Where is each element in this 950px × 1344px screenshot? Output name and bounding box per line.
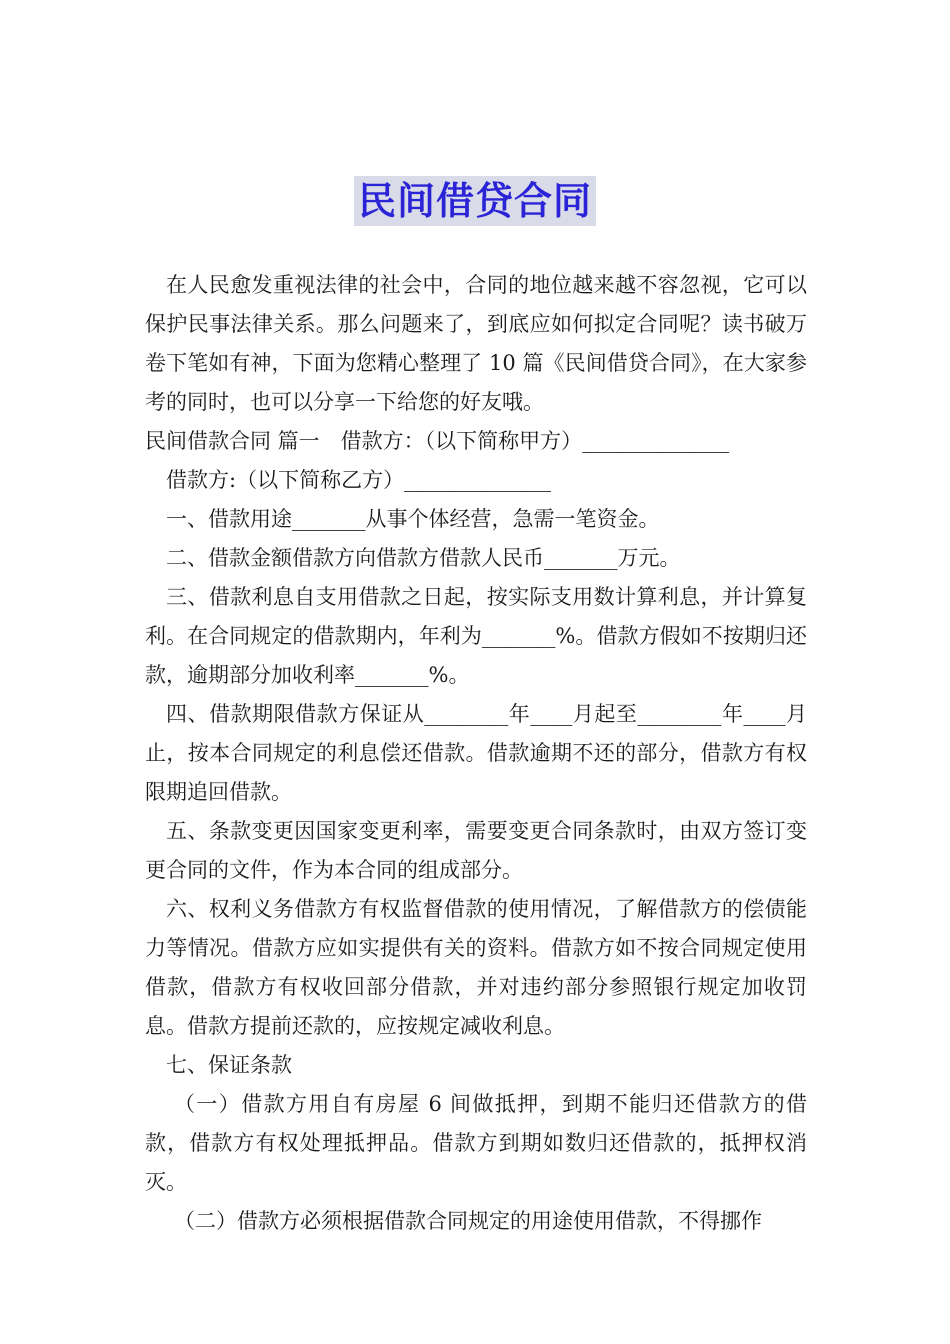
document-body [145, 266, 807, 1241]
paragraph-clause-2: 二、借款金额借款方向借款方借款人民币_______万元。 [166, 546, 681, 570]
paragraph-intro: 在人民愈发重视法律的社会中，合同的地位越来越不容忽视，它可以保护民事法律关系。那么问题来了，到底应如何拟定合同呢？读书破万卷下笔如有神，下面为您精心整理了 10 篇《民间借贷合同》，在大家参考的同时，也可以分享一下给您的好友哦。 [145, 273, 807, 414]
paragraph-clause-4: 四、借款期限借款方保证从________年____月起至________年____月止，按本合同规定的利息偿还借款。借款逾期不还的部分，借款方有权限期追回借款。 [145, 702, 807, 804]
paragraph-clause-6: 六、权利义务借款方有权监督借款的使用情况，了解借款方的偿债能力等情况。借款方应如实提供有关的资料。借款方如不按合同规定使用借款，借款方有权收回部分借款，并对违约部分参照银行规定加收罚息。借款方提前还款的，应按规定减收利息。 [145, 897, 807, 1038]
document-title: 民间借贷合同 [354, 176, 596, 226]
paragraph-clause-5: 五、条款变更因国家变更利率，需要变更合同条款时，由双方签订变更合同的文件，作为本合同的组成部分。 [145, 819, 807, 882]
paragraph-clause-7-2: （二）借款方必须根据借款合同规定的用途使用借款，不得挪作 [174, 1209, 762, 1233]
paragraph-clause-7: 七、保证条款 [166, 1053, 292, 1077]
paragraph-clause-1: 一、借款用途_______从事个体经营，急需一笔资金。 [166, 507, 660, 531]
paragraph-clause-7-1: （一）借款方用自有房屋 6 间做抵押，到期不能归还借款方的借款，借款方有权处理抵押品。借款方到期如数归还借款的，抵押权消灭。 [145, 1092, 807, 1194]
paragraph-clause-3: 三、借款利息自支用借款之日起，按实际支用数计算利息，并计算复利。在合同规定的借款期内，年利为_______%。借款方假如不按期归还款，逾期部分加收利率_______%。 [145, 585, 807, 687]
title-container [0, 176, 950, 226]
paragraph-contract-heading: 民间借款合同 篇一 借款方：（以下简称甲方）______________ [145, 429, 730, 453]
paragraph-borrower: 借款方:（以下简称乙方）______________ [166, 468, 552, 492]
